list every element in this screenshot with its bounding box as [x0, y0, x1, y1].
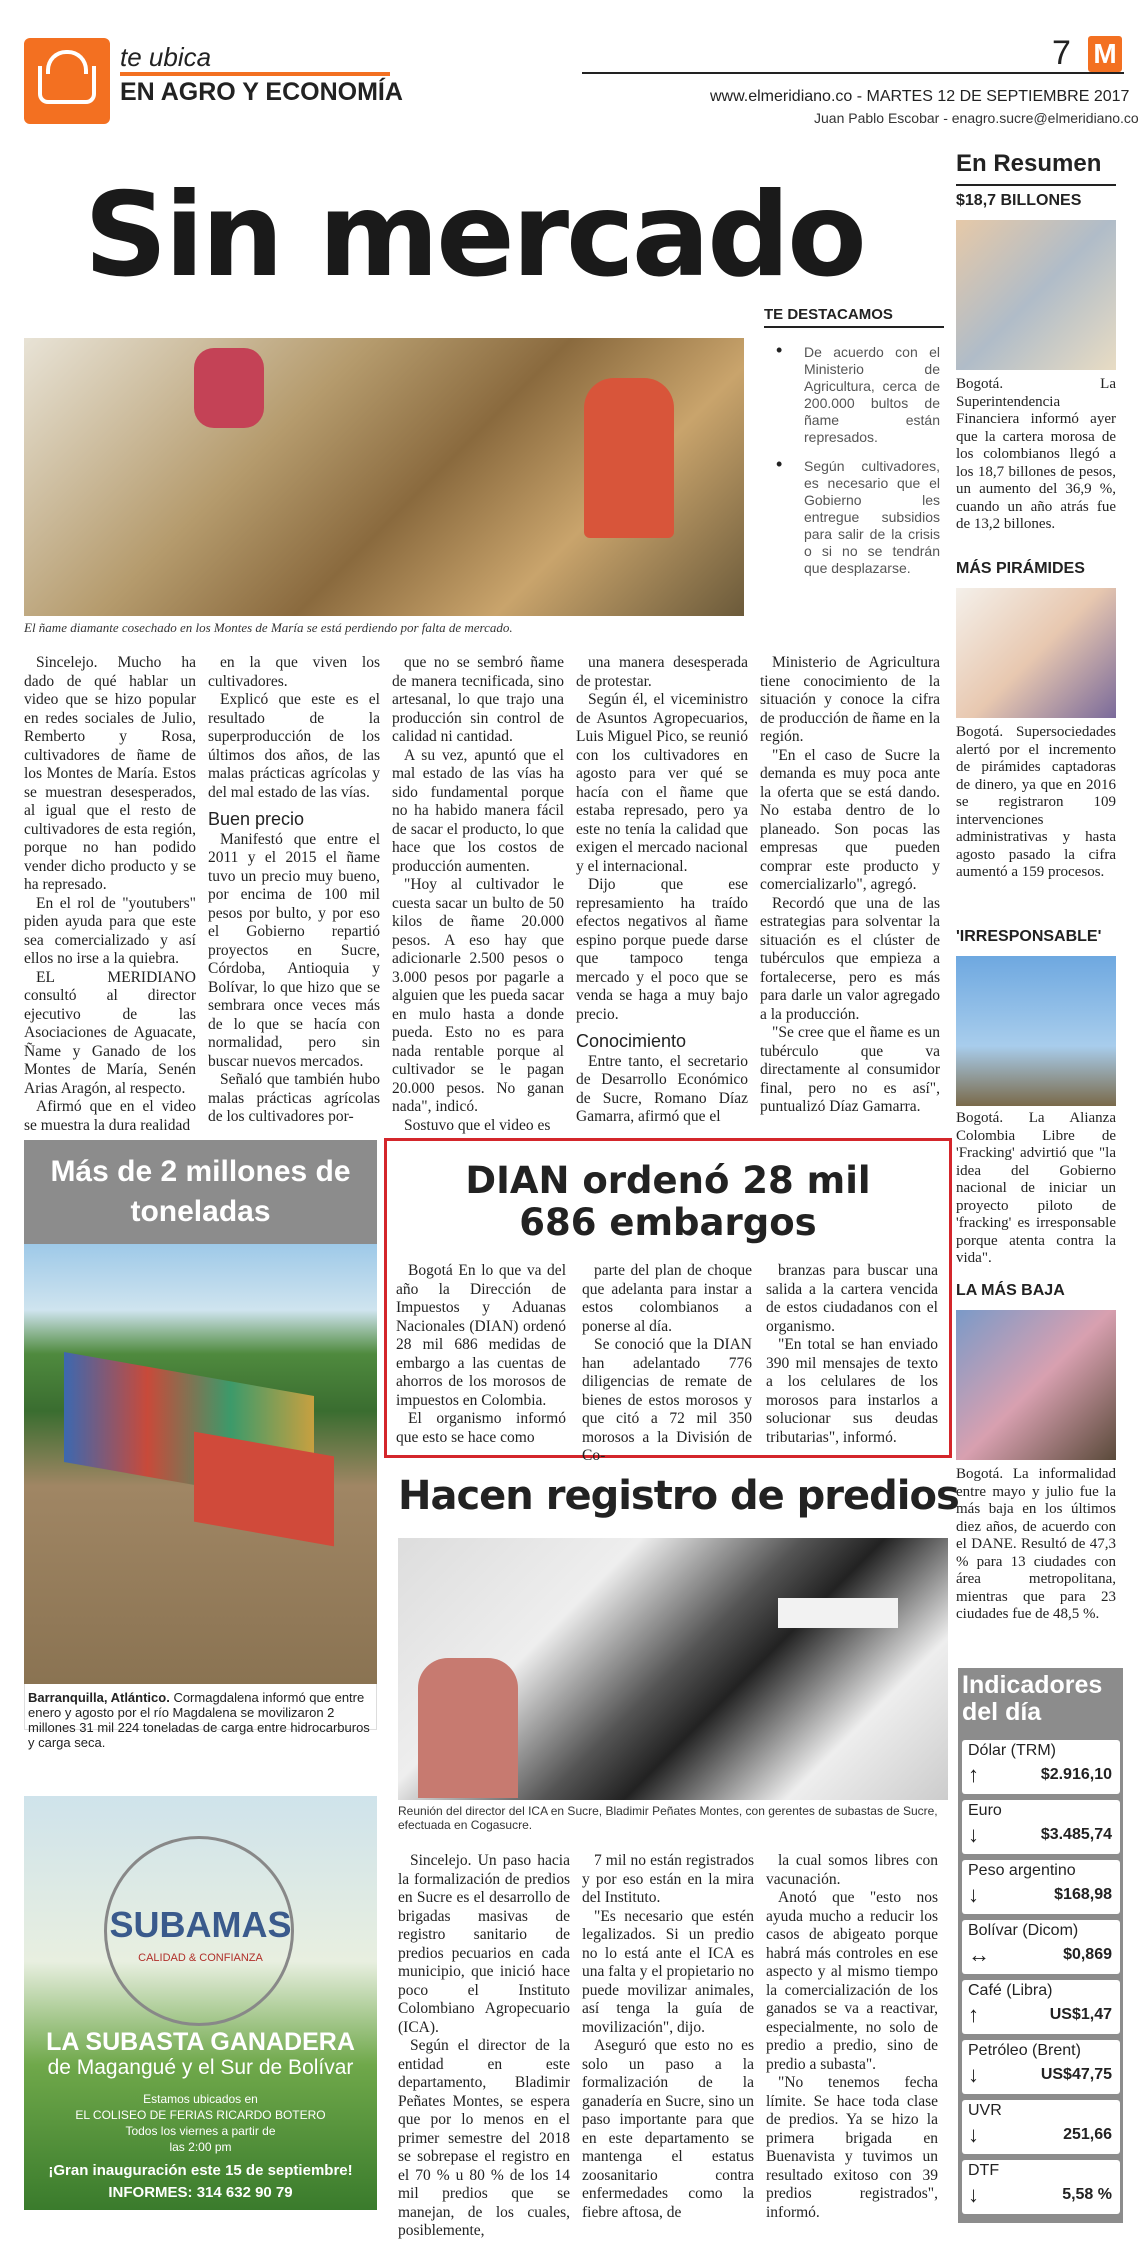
- paragraph: "Es necesario que estén legalizados. Si un predio no lo está ante el ICA es una falta y el propietario no puede movilizar animales, así tenga la guía de movilización", dijo.: [582, 1907, 754, 2036]
- indicator-value: $2.916,10: [1040, 1766, 1112, 1783]
- indicator-value: $3.485,74: [1040, 1826, 1112, 1843]
- basket-body-icon: [38, 66, 96, 104]
- trend-arrow-icon: ↓: [968, 1882, 979, 1907]
- site-date-line: www.elmeridiano.co - MARTES 12 DE SEPTIEMBRE 2017: [710, 88, 1130, 105]
- resumen-text: Bogotá. La Superintendencia Financiera informó ayer que la cartera morosa de los colombianos llegó a los 18,7 billones de pesos, un aumento del 36,9 %, cuando un año atrás fue de 13,2 billones.: [956, 376, 1116, 532]
- predios-col-3: [766, 1852, 938, 2224]
- ad-line: las 2:00 pm: [169, 2140, 232, 2154]
- trend-arrow-icon: ↑: [968, 1762, 979, 1787]
- main-col-4: [576, 654, 748, 1124]
- dian-title-line: DIAN ordenó 28 mil: [465, 1159, 871, 1202]
- indicator-row: [962, 2100, 1120, 2154]
- resumen-head: 'IRRESPONSABLE': [956, 928, 1102, 945]
- subheading: Conocimiento: [576, 1031, 687, 1051]
- indicator-name: Euro: [968, 1802, 1002, 1819]
- indicator-row: [962, 1980, 1120, 2034]
- paragraph: que no se sembró ñame de manera tecnificada, sino artesanal, lo que trajo una producción sin control de calidad ni cantidad.: [392, 654, 564, 745]
- subheading: Buen precio: [208, 809, 305, 829]
- meeting-photo: [398, 1538, 948, 1800]
- ad-brand: SUBAMAS: [109, 1904, 292, 1945]
- page-number: 7: [1052, 34, 1071, 72]
- subamas-ad: [24, 1796, 377, 2210]
- resumen-text: Bogotá. La Alianza Colombia Libre de 'Fracking' advirtió que "la idea del Gobierno nacional de iniciar un proyecto piloto de 'fracking' es irresponsable porque atenta contra la vida".: [956, 1110, 1116, 1266]
- trend-arrow-icon: ↑: [968, 2002, 979, 2027]
- barge-caption: [28, 1690, 373, 1750]
- en-resumen-title: En Resumen: [956, 150, 1102, 177]
- trend-arrow-icon: ↓: [968, 1822, 979, 1847]
- indicator-row: [962, 1920, 1120, 1974]
- predios-col-2: [582, 1852, 754, 2224]
- dian-col-2: [582, 1262, 752, 1464]
- ad-subtitle: de Magangué y el Sur de Bolívar: [47, 2056, 354, 2079]
- destacamos-item: • De acuerdo con el Ministerio de Agricultura, cerca de 200.000 bultos de ñame están represados.: [790, 344, 940, 446]
- indicator-name: Peso argentino: [968, 1862, 1076, 1879]
- main-photo-caption: El ñame diamante cosechado en los Montes de María se está perdiendo por falta de mercado.: [24, 620, 513, 635]
- street-vendor-photo: [956, 1310, 1116, 1460]
- oil-pump-photo: [956, 956, 1116, 1106]
- paragraph: "En total se han enviado 390 mil mensajes de texto a los celulares de los morosos para instarlos a solucionar sus deudas tributarias", informó.: [766, 1336, 938, 1446]
- section-tag-rule: [120, 72, 390, 76]
- main-col-5: [760, 654, 940, 1124]
- paragraph: Señaló que también hubo malas prácticas agrícolas de los cultivadores por-: [208, 1071, 380, 1125]
- paragraph: Sincelejo. Un paso hacia la formalización de predios en Sucre es el desarrollo de brigadas masivas de registro sanitario de predios pecuarios en cada municipio, que inició hace poco el Instituto Colombiano Agropecuario (ICA).: [398, 1852, 570, 2036]
- caption-place: Barranquilla, Atlántico.: [28, 1690, 170, 1705]
- paragraph: Sostuvo que el video es: [404, 1116, 551, 1134]
- paragraph: EL MERIDIANO consultó al director ejecutivo de las Asociaciones de Aguacate, Ñame y Ganado de los Montes de María, Senén Arias Aragón, al respecto.: [24, 968, 196, 1097]
- resumen-text: Bogotá. Supersociedades alertó por el incremento de pirámides captadoras de dinero, ya que en 2016 se registraron 109 intervenciones administrativas y hasta agosto pasado la cifra aumentó a 159 procesos.: [956, 724, 1116, 880]
- paragraph: Ministerio de Agricultura tiene conocimiento de la situación y conoce la cifra de producción de ñame en la región.: [760, 654, 940, 745]
- indicator-value: 251,66: [1063, 2126, 1112, 2143]
- ad-cta: ¡Gran inauguración este 15 de septiembre!: [48, 2162, 353, 2179]
- destacamos-title: TE DESTACAMOS: [764, 306, 893, 323]
- indicator-name: Petróleo (Brent): [968, 2042, 1081, 2059]
- indicator-value: 5,58 %: [1062, 2186, 1112, 2203]
- indicadores-title: Indicadores del día: [962, 1671, 1103, 1726]
- paragraph: "Hoy al cultivador le cuesta sacar un bulto de 50 kilos de ñame 20.000 pesos. A eso hay que adicionarle 2.500 pesos o 3.000 pesos por pagarle a alguien que les pueda sacar en mulo hasta a donde pueda. Esto no es para nada rentable porque al cultivador se le pagan 20.000 pesos. No ganan nada", indicó.: [392, 876, 564, 1115]
- paragraph: "Se cree que el ñame es un tubérculo que va directamente al consumidor final, pero no es así", puntualizó Díaz Gamarra.: [760, 1024, 940, 1115]
- dian-col-3: [766, 1262, 938, 1450]
- paragraph: Explicó que este es el resultado de la superproducción de los últimos dos años, de las malas prácticas agrícolas y del mal estado de las vías.: [208, 691, 380, 801]
- paragraph: Aseguró que esto no es solo un paso a la formalización de la ganadería en Sucre, sino un paso importante para que en este departamento se mantenga el estatus zoosanitario contra enfermedades como la fiebre aftosa, de: [582, 2037, 754, 2221]
- main-col-2: [208, 654, 380, 1124]
- indicator-row: [962, 2160, 1120, 2214]
- paragraph: Se conoció que la DIAN han adelantado 776 diligencias de remate de bienes de estos morosos y que citó a 72 mil 350 morosos a la División de Co-: [582, 1336, 752, 1464]
- predios-col-1: [398, 1852, 570, 2239]
- paragraph: branzas para buscar una salida a la cartera vencida de estos ciudadanos con el organismo.: [766, 1262, 938, 1335]
- paragraph: Anotó que "esto nos ayuda mucho a reducir los casos de abigeato porque habrá más controles en ese aspecto y al mismo tiempo la comercialización de los ganados se va a reactivar, especialmente, no solo de predio a predio, sino de predio a subasta".: [766, 1889, 938, 2073]
- paragraph: Sincelejo. Mucho ha dado de qué hablar un video que se hizo popular en redes sociales de Julio, Remberto y Rosa, cultivadores de ñame de los Montes de María. Estos se muestran desesperados, al igual que el resto de cultivadores de esta región, porque no han podido vender dicho producto y se ha represado.: [24, 654, 196, 893]
- table-edge: [778, 1598, 898, 1628]
- paragraph: Bogotá En lo que va del año la Dirección de Impuestos y Aduanas Nacionales (DIAN) ordenó 28 mil 686 medidas de embargo a las cuentas de ahorros de los morosos de impuestos en Colombia.: [396, 1262, 566, 1409]
- resumen-head: $18,7 BILLONES: [956, 192, 1082, 209]
- indicator-row: [962, 2040, 1120, 2094]
- destacamos-item: • Según cultivadores, es necesario que el Gobierno les entregue subsidios para salir de la crisis o si no se tendrán que desplazarse.: [790, 458, 940, 577]
- dian-title-line: 686 embargos: [519, 1201, 817, 1244]
- resumen-text: Bogotá. La informalidad entre mayo y julio fue la más baja en los últimos diez años, de acuerdo con el DANE. Resultó de 47,3 % para 13 ciudades con área metropolitana, mientras que para 23 ciudades fue de 48,5 %.: [956, 1466, 1116, 1622]
- meeting-caption: Reunión del director del ICA en Sucre, Bladimir Peñates Montes, con gerentes de subastas de Sucre, efectuada en Cogasucre.: [398, 1804, 938, 1832]
- ad-line: Todos los viernes a partir de: [125, 2124, 276, 2138]
- newspaper-logo: M: [1088, 36, 1122, 72]
- paragraph: la cual somos libres con vacunación.: [766, 1852, 938, 1888]
- dian-title: [384, 1160, 952, 1244]
- main-col-1: [24, 654, 196, 1134]
- money-photo: [956, 220, 1116, 370]
- section-tag-title: EN AGRO Y ECONOMÍA: [120, 78, 403, 106]
- header-rule: [582, 72, 1124, 74]
- ad-title: LA SUBASTA GANADERA: [46, 2028, 355, 2056]
- indicator-value: US$47,75: [1040, 2066, 1112, 2083]
- indicator-value: US$1,47: [1049, 2006, 1112, 2023]
- paragraph: Afirmó que en el video se muestra la dura realidad: [24, 1098, 196, 1134]
- indicator-name: Café (Libra): [968, 1982, 1053, 1999]
- paragraph: Entre tanto, el secretario de Desarrollo Económico de Sucre, Romano Díaz Gamarra, afirmó que el: [576, 1052, 748, 1125]
- indicator-name: UVR: [968, 2102, 1002, 2119]
- indicator-value: $168,98: [1054, 1886, 1112, 1903]
- indicator-name: DTF: [968, 2162, 1000, 2179]
- ad-line: EL COLISEO DE FERIAS RICARDO BOTERO: [75, 2108, 326, 2122]
- author-line: Juan Pablo Escobar - enagro.sucre@elmeridiano.co: [814, 110, 1139, 126]
- caption-text: Cormagdalena informó que entre enero y agosto por el río Magdalena se movilizaron 2 millones 31 mil 224 toneladas de carga entre hidrocarburos y carga seca.: [28, 1690, 370, 1750]
- paragraph: En el rol de "youtubers" piden ayuda para que este sea comercializado y así ellos no irse a la quiebra.: [24, 894, 196, 967]
- sidebar-rule: [956, 184, 1116, 186]
- barge-photo: [24, 1244, 377, 1684]
- predios-title: Hacen registro de predios: [398, 1473, 959, 1519]
- trend-arrow-icon: ↓: [968, 2182, 979, 2207]
- indicator-row: [962, 1800, 1120, 1854]
- main-col-3: [392, 654, 564, 1134]
- paragraph: El organismo informó que esto se hace como: [396, 1410, 566, 1446]
- person-figure: [418, 1658, 518, 1798]
- ad-slogan: CALIDAD & CONFIANZA: [138, 1952, 263, 1964]
- paragraph: Según él, el viceministro de Asuntos Agropecuarios, Luis Miguel Pico, se reunió con los cultivadores en agosto para ver qué se hacía con el ñame que estaba represado, pero ya este no tenía la calidad que exigen el mercado nacional y el internacional.: [576, 691, 748, 875]
- paragraph: "No tenemos fecha límite. Se hace toda clase de predios. Ya se hizo la primera brigada en Buenavista y tuvimos un resultado exitoso con 39 predios registrados", informó.: [766, 2074, 938, 2221]
- paragraph: una manera desesperada de protestar.: [576, 654, 748, 690]
- paragraph: 7 mil no están registrados y por eso están en la mira del Instituto.: [582, 1852, 754, 1906]
- resumen-head: LA MÁS BAJA: [956, 1282, 1065, 1299]
- dian-col-1: [396, 1262, 566, 1450]
- paragraph: A su vez, apuntó que el mal estado de las vías ha sido fundamental porque no ha habido manera fácil de sacar el producto, lo que hace que los costos de producción aumenten.: [392, 746, 564, 875]
- resumen-head: MÁS PIRÁMIDES: [956, 560, 1085, 577]
- trend-arrow-icon: ↓: [968, 2062, 979, 2087]
- farmer-figure: [584, 378, 674, 538]
- ad-phone: INFORMES: 314 632 90 79: [108, 2184, 293, 2201]
- worker-figure: [194, 348, 264, 428]
- toneladas-title: Más de 2 millones de toneladas: [24, 1140, 377, 1244]
- trend-arrow-icon: ↓: [968, 2122, 979, 2147]
- indicator-value: $0,869: [1063, 1946, 1112, 1963]
- ad-line: Estamos ubicados en: [143, 2092, 258, 2106]
- destacamos-rule: [764, 326, 944, 328]
- trend-arrow-icon: ↔: [968, 1942, 990, 1967]
- paragraph: "En el caso de Sucre la demanda es muy poca ante la oferta que se está dando. No estaba dentro de lo planeado. Son pocas las empresas que pueden comprar este producto y comercializarlo", agregó.: [760, 746, 940, 893]
- paragraph: Según el director de la entidad en este departamento, Bladimir Peñates Montes, se espera que por lo menos en el primer semestre del 2018 se sobrepase el registro en el 70 % u 80 % de los 14 mil predios que se manejan, de los cuales, posiblemente,: [398, 2037, 570, 2239]
- paragraph: Manifestó que entre el 2011 y el 2015 el ñame tuvo un precio muy bueno, por encima de 100 mil pesos por bulto, y por eso el Gobierno repartió proyectos en Sucre, Córdoba, Antioquia y Bolívar, lo que hizo que se sembrara once veces más de lo que se hacía con normalidad, pero sin buscar nuevos mercados.: [208, 830, 380, 1070]
- paragraph: Dijo que ese represamiento ha traído efectos negativos al ñame espino porque puede darse que tampoco tenga mercado y el poco que se venda se haga a muy bajo precio.: [576, 876, 748, 1023]
- main-headline: Sin mercado: [84, 168, 864, 303]
- indicator-name: Dólar (TRM): [968, 1742, 1056, 1759]
- paragraph: parte del plan de choque que adelanta para instar a estos colombianos a ponerse al día.: [582, 1262, 752, 1335]
- document-photo: [956, 588, 1116, 718]
- indicator-row: [962, 1860, 1120, 1914]
- indicator-name: Bolívar (Dicom): [968, 1922, 1079, 1939]
- section-logo: [24, 38, 110, 124]
- section-tag-small: te ubica: [120, 42, 212, 72]
- paragraph: Recordó que una de las estrategias para solventar la situación es el clúster de tubérculos que empieza a fortalecerse, pero es más para darle un valor agregado a la producción.: [760, 894, 940, 1023]
- indicator-row: [962, 1740, 1120, 1794]
- paragraph: en la que viven los cultivadores.: [208, 654, 380, 690]
- yam-photo: [24, 338, 744, 616]
